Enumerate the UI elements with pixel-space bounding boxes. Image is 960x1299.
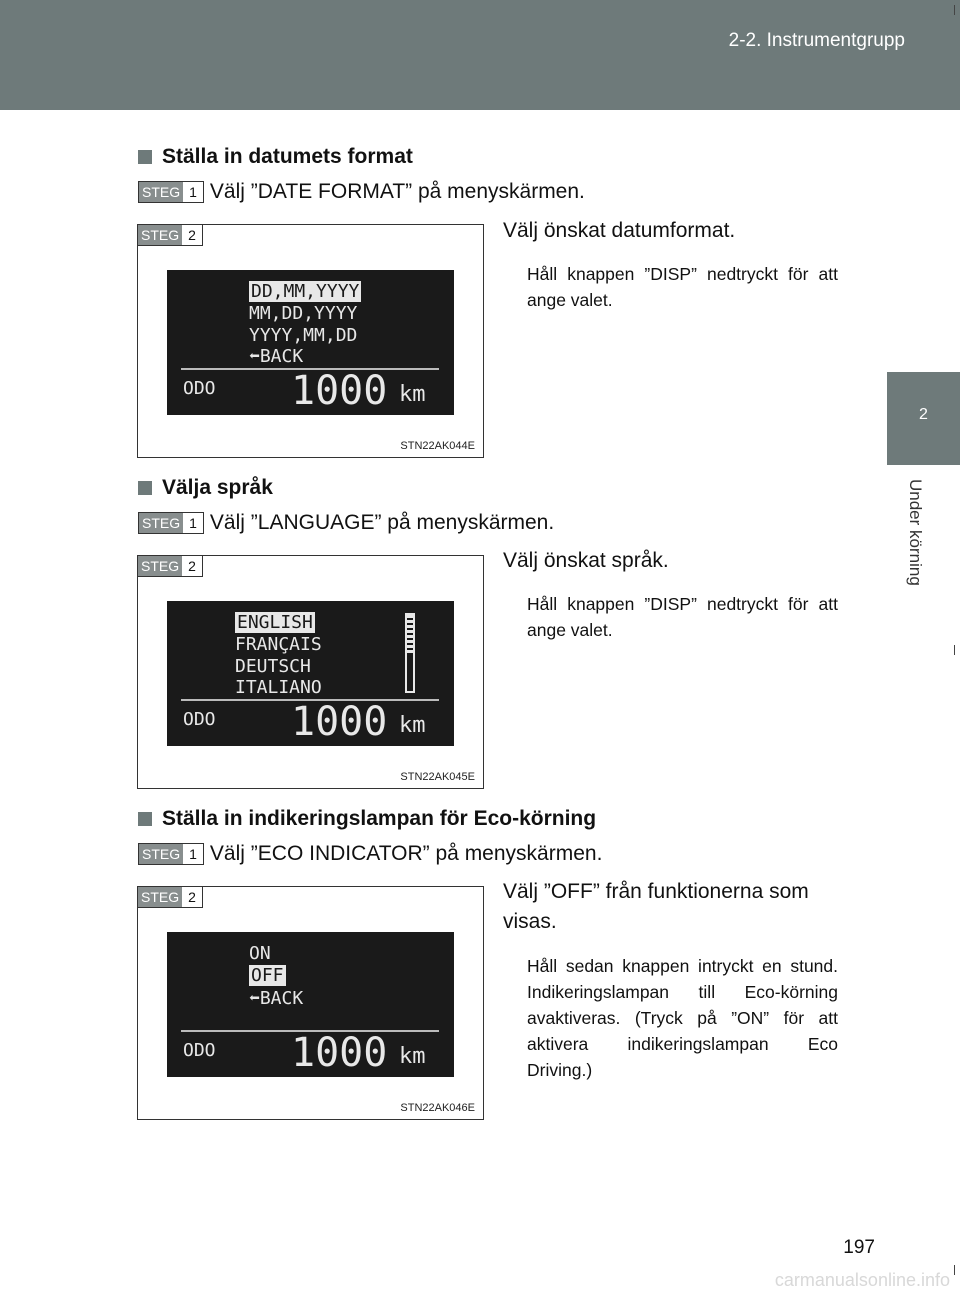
lcd-menu-item: DD,MM,YYYY bbox=[251, 281, 360, 302]
section-heading-language bbox=[138, 476, 273, 500]
chapter-tab-text: Under körning bbox=[906, 479, 925, 586]
step2-body: Håll sedan knappen intryckt en stund. Indikeringslampan till Eco-körning avaktiveras. (Tryck på ”ON” för att aktivera indikeringslampan Eco Driving.) bbox=[527, 956, 838, 1080]
crop-mark bbox=[954, 645, 955, 655]
step-text: Välj ”ECO INDICATOR” på menyskärmen. bbox=[209, 842, 603, 865]
step-badge-number: 1 bbox=[183, 844, 203, 864]
lcd-odo-unit: km bbox=[399, 713, 426, 738]
lcd-odo-value: 1000 bbox=[291, 699, 388, 745]
lcd-menu-item: ON bbox=[249, 943, 271, 964]
lcd-menu-item: YYYY,MM,DD bbox=[249, 325, 358, 346]
heading-text: Ställa in datumets format bbox=[162, 145, 413, 168]
lcd-menu-item: ⬅BACK bbox=[249, 988, 304, 1009]
step-badge-label: STEG bbox=[138, 556, 182, 576]
figure-code: STN22AK046E bbox=[400, 1102, 475, 1114]
section-heading-eco bbox=[138, 807, 596, 831]
lcd-menu-item: FRANÇAIS bbox=[235, 634, 322, 655]
watermark: carmanualsonline.info bbox=[774, 1270, 950, 1290]
lcd-menu-item: ENGLISH bbox=[237, 612, 313, 633]
step-badge-label: STEG bbox=[139, 182, 183, 202]
lcd-odo-unit: km bbox=[399, 1044, 426, 1069]
step-badge-number: 2 bbox=[182, 225, 202, 245]
step-badge bbox=[138, 181, 204, 203]
lcd-scrollbar bbox=[405, 613, 415, 693]
figure-code: STN22AK044E bbox=[400, 440, 475, 452]
heading-text: Välja språk bbox=[162, 476, 273, 499]
lcd-menu-item: DEUTSCH bbox=[235, 656, 311, 677]
step-badge-label: STEG bbox=[139, 513, 183, 533]
lcd-menu-item: ⬅BACK bbox=[249, 346, 304, 367]
lcd-odo-unit: km bbox=[399, 382, 426, 407]
step-badge-label: STEG bbox=[138, 887, 182, 907]
step2-body: Håll knappen ”DISP” nedtryckt för att ange valet. bbox=[527, 594, 838, 640]
lcd-odo-label: ODO bbox=[183, 709, 216, 730]
chapter-tab-label bbox=[887, 465, 960, 625]
figure-code: STN22AK045E bbox=[400, 771, 475, 783]
step-text: Välj ”DATE FORMAT” på menyskärmen. bbox=[209, 180, 585, 203]
section-heading-date-format bbox=[138, 145, 413, 169]
step-badge-number: 1 bbox=[183, 513, 203, 533]
step2-head: Välj önskat språk. bbox=[503, 549, 669, 572]
step-badge-number: 2 bbox=[182, 556, 202, 576]
step2-head: Välj ”OFF” från funktionerna som visas. bbox=[503, 880, 809, 933]
lcd-display bbox=[167, 932, 454, 1077]
lcd-menu-item: MM,DD,YYYY bbox=[249, 303, 358, 324]
step1-date bbox=[138, 180, 585, 204]
lcd-display bbox=[167, 270, 454, 415]
section-title: 2-2. Instrumentgrupp bbox=[728, 30, 905, 51]
step-badge bbox=[138, 843, 204, 865]
step-badge bbox=[138, 887, 203, 908]
lcd-odo-label: ODO bbox=[183, 1040, 216, 1061]
lcd-odo-value: 1000 bbox=[291, 1030, 388, 1076]
lcd-menu-item: OFF bbox=[251, 965, 284, 986]
lcd-menu-item: ITALIANO bbox=[235, 677, 322, 698]
lcd-scrollbar-thumb bbox=[407, 615, 413, 653]
figure-language bbox=[137, 555, 484, 789]
step-badge-label: STEG bbox=[139, 844, 183, 864]
lcd-display bbox=[167, 601, 454, 746]
bullet-square-icon bbox=[138, 812, 152, 826]
step-badge-number: 2 bbox=[182, 887, 202, 907]
figure-date-format bbox=[137, 224, 484, 458]
step-badge-label: STEG bbox=[138, 225, 182, 245]
lcd-odo-label: ODO bbox=[183, 378, 216, 399]
bullet-square-icon bbox=[138, 481, 152, 495]
step2-body: Håll knappen ”DISP” nedtryckt för att ange valet. bbox=[527, 264, 838, 310]
step-badge bbox=[138, 556, 203, 577]
chapter-tab-number: 2 bbox=[887, 372, 960, 465]
step-badge bbox=[138, 225, 203, 246]
step-text: Välj ”LANGUAGE” på menyskärmen. bbox=[209, 511, 555, 534]
figure-eco bbox=[137, 886, 484, 1120]
heading-text: Ställa in indikeringslampan för Eco-körning bbox=[162, 807, 597, 830]
crop-mark bbox=[954, 1265, 955, 1275]
step-badge-number: 1 bbox=[183, 182, 203, 202]
step2-head: Välj önskat datumformat. bbox=[503, 219, 736, 242]
bullet-square-icon bbox=[138, 150, 152, 164]
step-badge bbox=[138, 512, 204, 534]
step1-language bbox=[138, 511, 554, 535]
header-band bbox=[0, 0, 960, 110]
crop-mark bbox=[954, 5, 955, 15]
step1-eco bbox=[138, 842, 602, 866]
page-number: 197 bbox=[843, 1237, 875, 1258]
lcd-odo-value: 1000 bbox=[291, 368, 388, 414]
